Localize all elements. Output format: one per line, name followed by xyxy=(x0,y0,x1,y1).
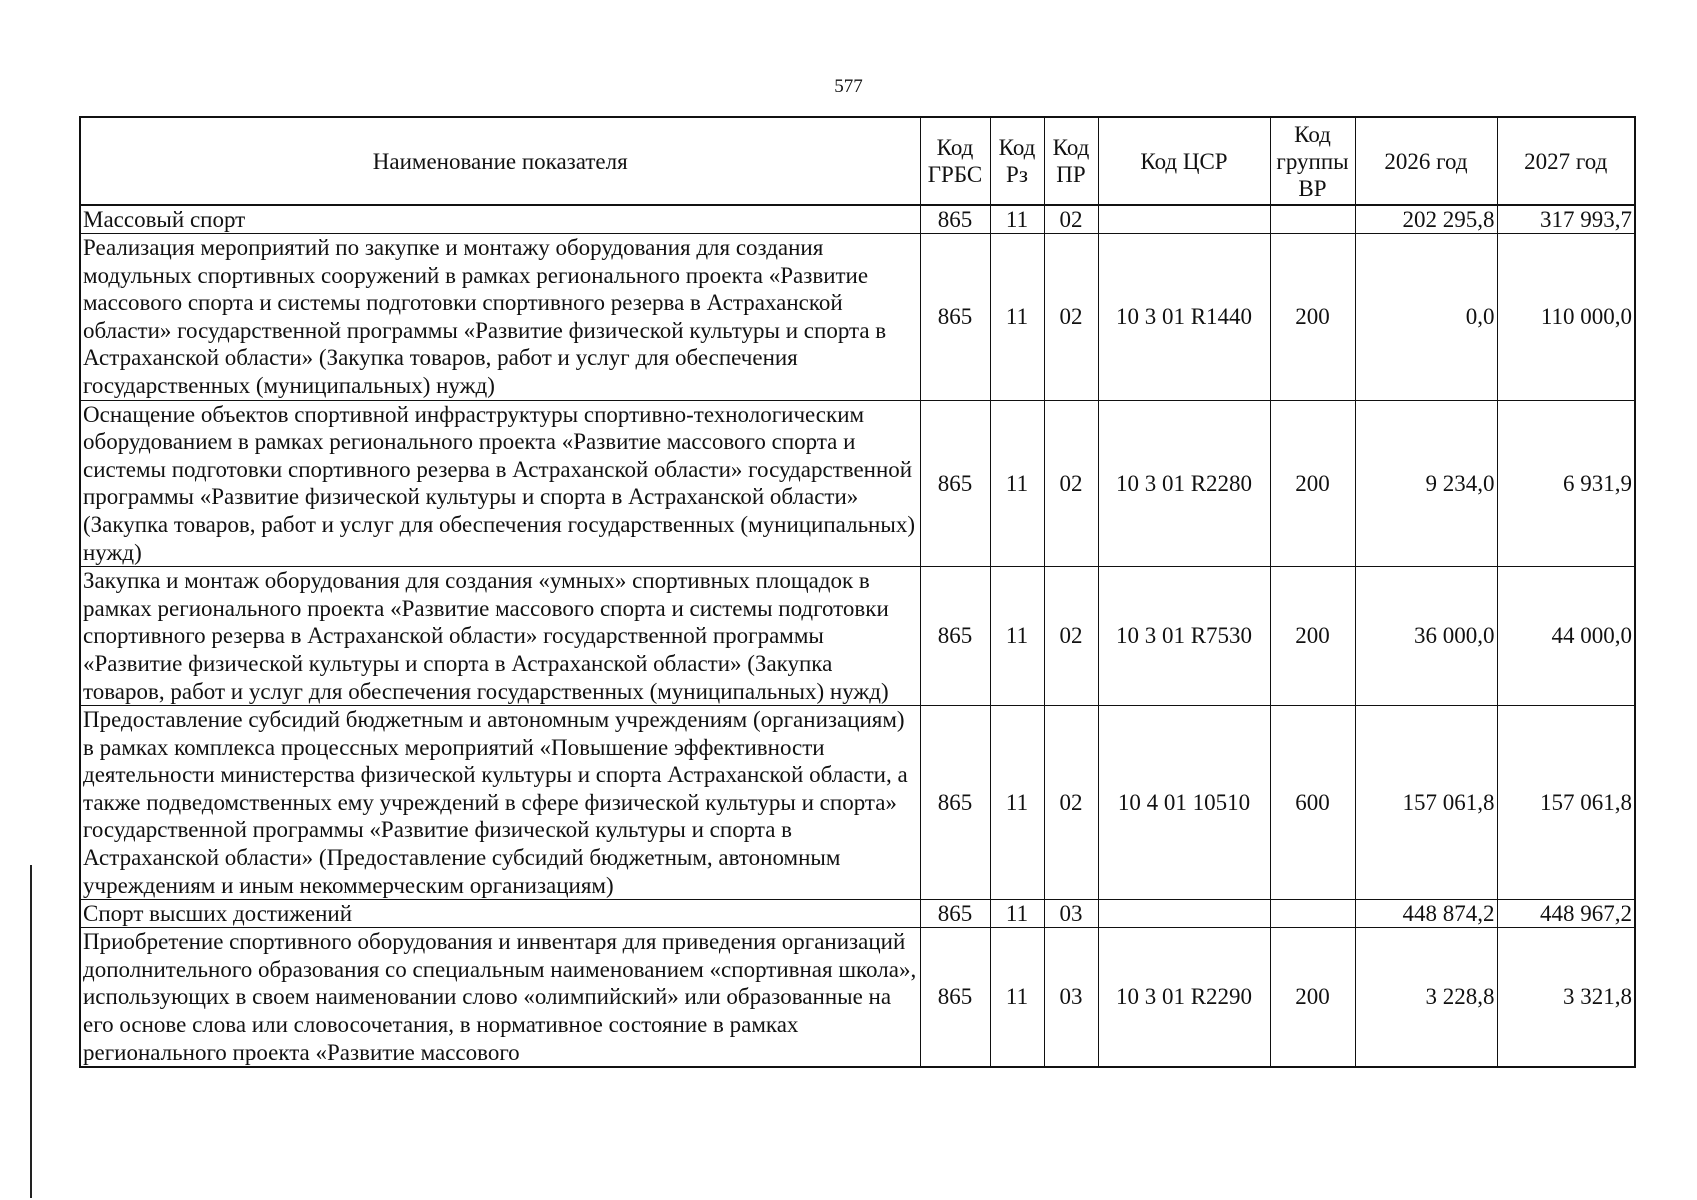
row-pr: 02 xyxy=(1044,706,1098,900)
row-2027: 6 931,9 xyxy=(1497,400,1635,567)
row-name: Оснащение объектов спортивной инфраструктуры спортивно-технологическим оборудованием в рамках регионального проекта «Развитие массового спорта и системы подготовки спортивного резерва в Астраханской области» государственной программы «Развитие физической культуры и спорта в Астраханской области» (Закупка товаров, работ и услуг для обеспечения государственных (муниципальных) нужд) xyxy=(80,400,920,567)
row-name: Массовый спорт xyxy=(80,205,920,234)
row-rz: 11 xyxy=(990,205,1044,234)
row-grbs: 865 xyxy=(920,205,990,234)
row-2027: 44 000,0 xyxy=(1497,567,1635,706)
row-name: Закупка и монтаж оборудования для создания «умных» спортивных площадок в рамках регионального проекта «Развитие массового спорта и системы подготовки спортивного резерва в Астраханской области» государственной программы «Развитие физической культуры и спорта в Астраханской области» (Закупка товаров, работ и услуг для обеспечения государственных (муниципальных) нужд) xyxy=(80,567,920,706)
row-csr: 10 4 01 10510 xyxy=(1098,706,1270,900)
row-csr: 10 3 01 R2290 xyxy=(1098,928,1270,1067)
table-row xyxy=(80,900,1635,928)
row-csr: 10 3 01 R1440 xyxy=(1098,234,1270,401)
header-vr: Код группы ВР xyxy=(1270,117,1355,205)
row-grbs: 865 xyxy=(920,928,990,1067)
row-rz: 11 xyxy=(990,900,1044,928)
table-row xyxy=(80,567,1635,706)
row-grbs: 865 xyxy=(920,900,990,928)
row-name: Реализация мероприятий по закупке и монтажу оборудования для создания модульных спортивных сооружений в рамках регионального проекта «Развитие массового спорта и системы подготовки спортивного резерва в Астраханской области» государственной программы «Развитие физической культуры и спорта в Астраханской области» (Закупка товаров, работ и услуг для обеспечения государственных (муниципальных) нужд) xyxy=(80,234,920,401)
header-2026: 2026 год xyxy=(1355,117,1497,205)
row-2026: 157 061,8 xyxy=(1355,706,1497,900)
row-vr: 200 xyxy=(1270,567,1355,706)
row-pr: 02 xyxy=(1044,205,1098,234)
budget-table xyxy=(79,116,1636,1068)
scan-margin-line xyxy=(30,865,32,1198)
row-rz: 11 xyxy=(990,400,1044,567)
header-grbs: Код ГРБС xyxy=(920,117,990,205)
header-csr: Код ЦСР xyxy=(1098,117,1270,205)
header-rz: Код Рз xyxy=(990,117,1044,205)
row-2026: 202 295,8 xyxy=(1355,205,1497,234)
row-vr: 200 xyxy=(1270,928,1355,1067)
row-csr xyxy=(1098,205,1270,234)
row-vr: 600 xyxy=(1270,706,1355,900)
page-number: 577 xyxy=(834,76,863,97)
row-pr: 02 xyxy=(1044,400,1098,567)
row-rz: 11 xyxy=(990,234,1044,401)
table-row xyxy=(80,706,1635,900)
header-2027: 2027 год xyxy=(1497,117,1635,205)
row-vr xyxy=(1270,900,1355,928)
table-row xyxy=(80,234,1635,401)
row-rz: 11 xyxy=(990,928,1044,1067)
row-vr: 200 xyxy=(1270,400,1355,567)
row-2026: 448 874,2 xyxy=(1355,900,1497,928)
row-grbs: 865 xyxy=(920,400,990,567)
row-2026: 36 000,0 xyxy=(1355,567,1497,706)
table-header-row xyxy=(80,117,1635,205)
row-pr: 02 xyxy=(1044,234,1098,401)
row-csr xyxy=(1098,900,1270,928)
header-name: Наименование показателя xyxy=(80,117,920,205)
row-2026: 3 228,8 xyxy=(1355,928,1497,1067)
row-grbs: 865 xyxy=(920,567,990,706)
table-row xyxy=(80,400,1635,567)
row-2027: 3 321,8 xyxy=(1497,928,1635,1067)
row-grbs: 865 xyxy=(920,706,990,900)
table-row xyxy=(80,205,1635,234)
header-pr: Код ПР xyxy=(1044,117,1098,205)
row-2027: 317 993,7 xyxy=(1497,205,1635,234)
row-name: Предоставление субсидий бюджетным и автономным учреждениям (организациям) в рамках комплекса процессных мероприятий «Повышение эффективности деятельности министерства физической культуры и спорта Астраханской области, а также подведомственных ему учреждений в сфере физической культуры и спорта» государственной программы «Развитие физической культуры и спорта в Астраханской области» (Предоставление субсидий бюджетным, автономным учреждениям и иным некоммерческим организациям) xyxy=(80,706,920,900)
row-name: Приобретение спортивного оборудования и инвентаря для приведения организаций дополнительного образования со специальным наименованием «спортивная школа», использующих в своем наименовании слово «олимпийский» или образованные на его основе слова или словосочетания, в нормативное состояние в рамках регионального проекта «Развитие массового xyxy=(80,928,920,1067)
row-csr: 10 3 01 R2280 xyxy=(1098,400,1270,567)
row-vr: 200 xyxy=(1270,234,1355,401)
row-2027: 110 000,0 xyxy=(1497,234,1635,401)
row-pr: 03 xyxy=(1044,928,1098,1067)
row-vr xyxy=(1270,205,1355,234)
row-name: Спорт высших достижений xyxy=(80,900,920,928)
row-rz: 11 xyxy=(990,567,1044,706)
row-2026: 0,0 xyxy=(1355,234,1497,401)
row-2027: 448 967,2 xyxy=(1497,900,1635,928)
row-csr: 10 3 01 R7530 xyxy=(1098,567,1270,706)
row-pr: 02 xyxy=(1044,567,1098,706)
row-pr: 03 xyxy=(1044,900,1098,928)
row-rz: 11 xyxy=(990,706,1044,900)
table-row xyxy=(80,928,1635,1067)
row-grbs: 865 xyxy=(920,234,990,401)
row-2026: 9 234,0 xyxy=(1355,400,1497,567)
row-2027: 157 061,8 xyxy=(1497,706,1635,900)
